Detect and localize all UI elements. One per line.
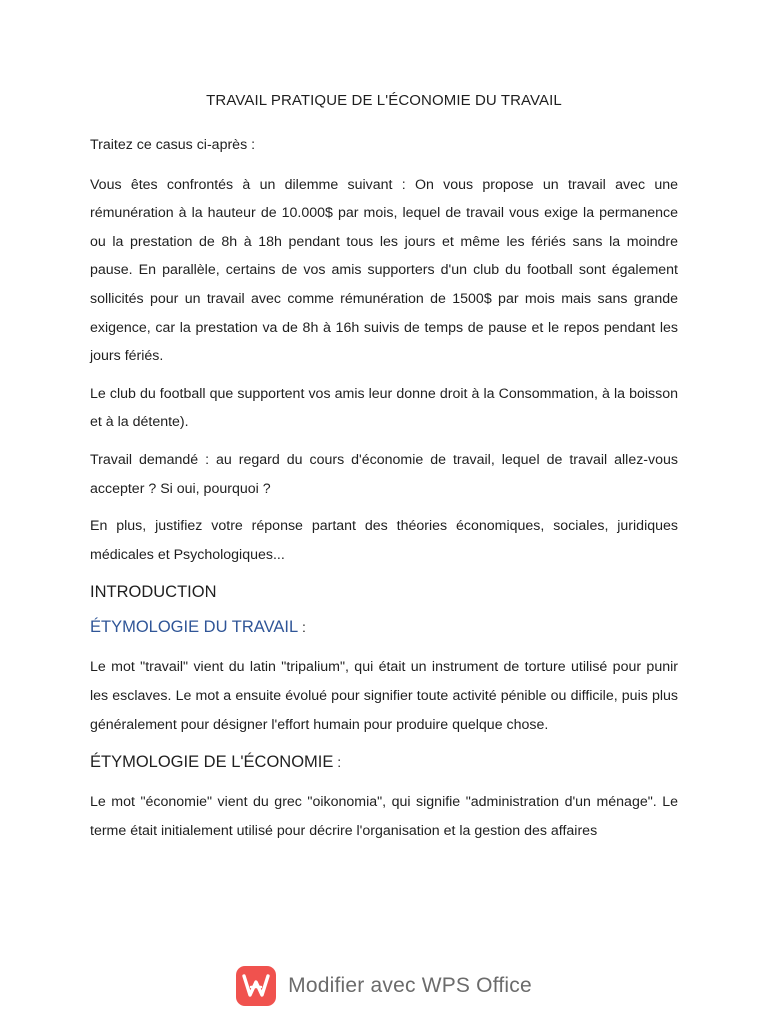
paragraph-etymology-economie: Le mot "économie" vient du grec "oikonomia", qui signifie "administration d'un ménage". Le terme était initialement utilisé pour décrire l'organisation et la gestion des affaires: [90, 794, 678, 839]
heading-etymology-economie: [90, 753, 678, 772]
instruction-text: Traitez ce casus ci-après :: [90, 137, 256, 153]
paragraph-dilemma: Vous êtes confrontés à un dilemme suivant : On vous propose un travail avec une rémunération à la hauteur de 10.000$ par mois, lequel de travail vous exige la permanence ou la prestation de 8h à 18h pendant tous les jours et même les fériés sans la moindre pause. En parallèle, certains de vos amis supporters d'un club du football sont également sollicités pour un travail avec comme rémunération de 1500$ par mois mais sans grande exigence, car la prestation va de 8h à 16h suivis de temps de pause et le repos pendant les jours fériés.: [90, 176, 678, 365]
paragraph-club: Le club du football que supportent vos amis leur donne droit à la Consommation, à la boisson et à la détente).: [90, 385, 678, 431]
heading-etymology-economie-text: ÉTYMOLOGIE DE L'ÉCONOMIE: [90, 753, 334, 772]
paragraph-task: Travail demandé : au regard du cours d'économie de travail, lequel de travail allez-vous accepter ? Si oui, pourquoi ?: [90, 451, 678, 497]
wps-office-logo-icon: [236, 966, 276, 1006]
paragraph-justify: En plus, justifiez votre réponse partant des théories économiques, sociales, juridiques médicales et Psychologiques...: [90, 518, 678, 563]
heading-introduction-text: INTRODUCTION: [90, 583, 217, 602]
wps-edit-label[interactable]: Modifier avec WPS Office: [288, 974, 532, 997]
heading-etymology-travail-text: ÉTYMOLOGIE DU TRAVAIL: [90, 618, 299, 637]
heading-etymology-economie-colon: :: [333, 754, 342, 771]
paragraph-etymology-travail: Le mot "travail" vient du latin "tripalium", qui était un instrument de torture utilisé pour punir les esclaves. Le mot a ensuite évolué pour signifier toute activité pénible ou difficile, puis plus généralement pour désigner l'effort humain pour produire quelque chose.: [90, 659, 678, 733]
document-page: [90, 92, 678, 854]
heading-introduction: [90, 583, 678, 602]
wps-edit-banner[interactable]: [0, 964, 768, 1008]
heading-etymology-travail-colon: :: [298, 619, 306, 636]
heading-etymology-travail: [90, 618, 678, 637]
document-title: TRAVAIL PRATIQUE DE L'ÉCONOMIE DU TRAVAIL: [206, 92, 562, 109]
wps-logo-glyph: [242, 973, 270, 999]
